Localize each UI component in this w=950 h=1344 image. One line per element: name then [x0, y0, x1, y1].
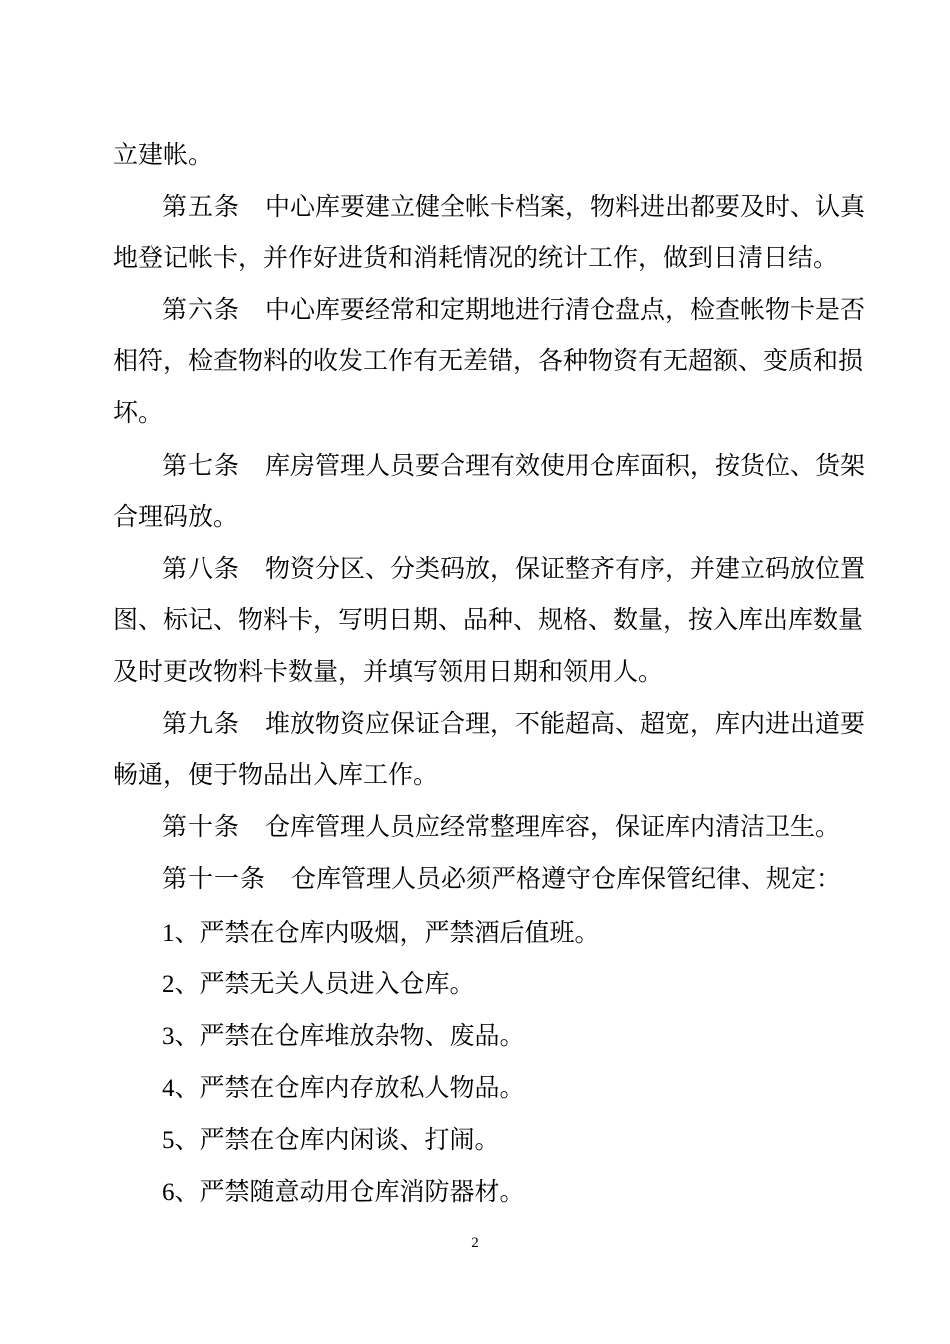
paragraph-text: 库房管理人员要合理有效使用仓库面积，按货位、货架: [265, 451, 866, 480]
article6-line3: [113, 387, 163, 439]
article5-line1: [162, 181, 866, 233]
article7-line2: [113, 491, 238, 543]
article9-line1: [162, 698, 866, 750]
paragraph-text: 地登记帐卡，并作好进货和消耗情况的统计工作，做到日清日结。: [113, 243, 839, 272]
article10-line1: [162, 801, 840, 853]
list-item-text: 、严禁在仓库内闲谈、打闹。: [174, 1125, 500, 1154]
list-item-number: 2: [162, 971, 175, 998]
article5-line2: [113, 232, 839, 284]
article4-tail-line: [113, 129, 213, 181]
list-item-text: 、严禁在仓库内存放私人物品。: [174, 1073, 525, 1102]
list-item: [162, 907, 600, 959]
article11-line1: [162, 853, 841, 905]
paragraph-text: 仓库管理人员必须严格遵守仓库保管纪律、规定：: [291, 864, 842, 893]
paragraph-text: 图、标记、物料卡，写明日期、品种、规格、数量，按入库出库数量: [113, 605, 864, 634]
list-item-text: 、严禁在仓库内吸烟，严禁酒后值班。: [174, 918, 600, 947]
page-number: 2: [471, 1235, 479, 1251]
list-item: [162, 958, 475, 1010]
article6-line2: [113, 335, 864, 387]
list-item-number: 3: [162, 1023, 175, 1050]
list-item: [162, 1114, 500, 1166]
list-item-number: 6: [162, 1179, 175, 1206]
article-label: 第十一条: [162, 864, 267, 893]
article9-line2: [113, 749, 438, 801]
article-label: 第八条: [162, 554, 241, 583]
article-label: 第九条: [162, 709, 241, 738]
list-item-text: 、严禁无关人员进入仓库。: [174, 969, 475, 998]
article-label: 第七条: [162, 451, 241, 480]
article8-line2: [113, 594, 864, 646]
list-item-number: 4: [162, 1075, 175, 1102]
paragraph-text: 堆放物资应保证合理，不能超高、超宽，库内进出道要: [265, 709, 866, 738]
paragraph-text: 仓库管理人员应经常整理库容，保证库内清洁卫生。: [265, 812, 841, 841]
paragraph-text: 相符，检查物料的收发工作有无差错，各种物资有无超额、变质和损: [113, 346, 864, 375]
paragraph-text: 立建帐。: [113, 140, 214, 169]
list-item-number: 1: [162, 920, 175, 947]
paragraph-text: 合理码放。: [113, 502, 239, 531]
list-item-number: 5: [162, 1127, 175, 1154]
paragraph-text: 物资分区、分类码放，保证整齐有序，并建立码放位置: [265, 554, 866, 583]
paragraph-text: 及时更改物料卡数量，并填写领用日期和领用人。: [113, 657, 664, 686]
article8-line3: [113, 646, 663, 698]
list-item-text: 、严禁随意动用仓库消防器材。: [174, 1177, 525, 1206]
paragraph-text: 中心库要建立健全帐卡档案，物料进出都要及时、认真: [265, 192, 866, 221]
article-label: 第六条: [162, 295, 241, 324]
list-item-text: 、严禁在仓库堆放杂物、废品。: [174, 1021, 525, 1050]
article-label: 第十条: [162, 812, 241, 841]
list-item: [162, 1062, 525, 1114]
paragraph-text: 中心库要经常和定期地进行清仓盘点，检查帐物卡是否: [265, 295, 866, 324]
list-item: [162, 1166, 525, 1218]
list-item: [162, 1010, 525, 1062]
article-label: 第五条: [162, 192, 241, 221]
article8-line1: [162, 543, 866, 595]
paragraph-text: 坏。: [113, 398, 164, 427]
article7-line1: [162, 440, 866, 492]
article6-line1: [162, 284, 866, 336]
paragraph-text: 畅通，便于物品出入库工作。: [113, 760, 439, 789]
